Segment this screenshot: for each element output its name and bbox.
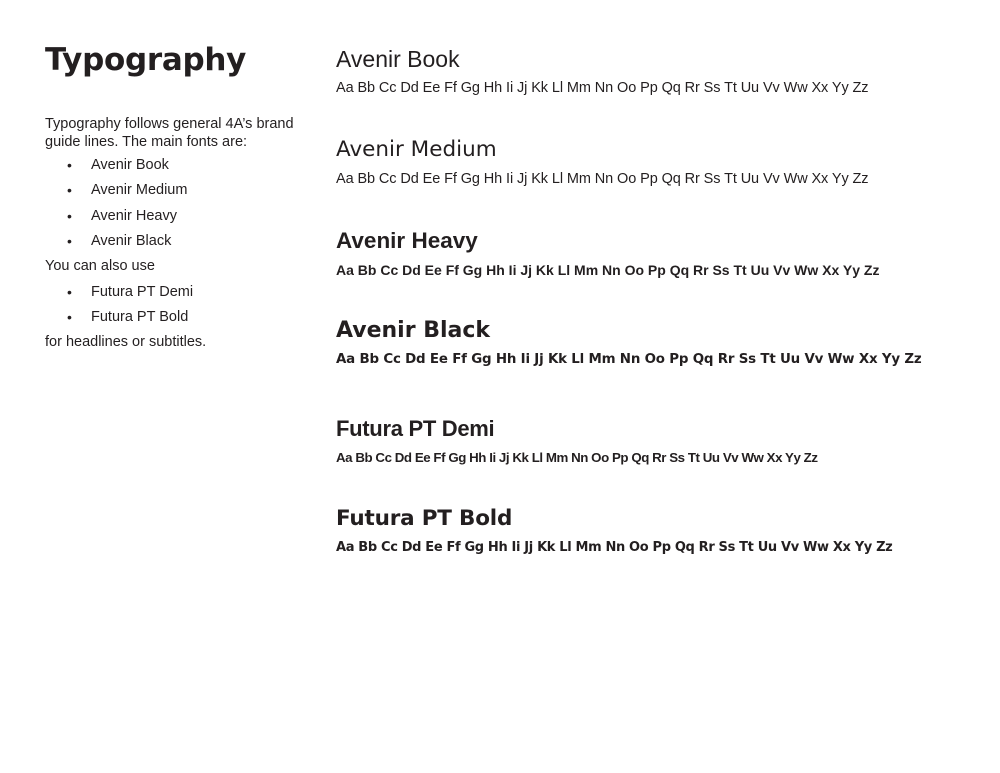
specimen-alphabet: Aa Bb Cc Dd Ee Ff Gg Hh Ii Jj Kk Ll Mm Nn Oo Pp Qq Rr Ss Tt Uu Vv Ww Xx Yy Zz: [336, 540, 893, 555]
closing-text: for headlines or subtitles.: [45, 334, 207, 351]
specimen-name: Avenir Heavy: [336, 228, 478, 253]
intro-text: Typography follows general 4A’s brand guide lines. The main fonts are:: [45, 116, 294, 150]
list-item: • Avenir Black: [67, 232, 172, 249]
specimen-name: Avenir Book: [336, 46, 460, 72]
specimen-alphabet: Aa Bb Cc Dd Ee Ff Gg Hh Ii Jj Kk Ll Mm Nn Oo Pp Qq Rr Ss Tt Uu Vv Ww Xx Yy Zz: [336, 262, 880, 278]
list-item: • Futura PT Demi: [67, 283, 194, 300]
specimen-futura-pt-bold: [336, 505, 892, 557]
bullet-icon: •: [67, 232, 72, 249]
list-item: • Avenir Medium: [67, 182, 188, 199]
also-use-text: You can also use: [45, 258, 155, 275]
main-fonts-list: [45, 156, 315, 257]
specimen-alphabet: Aa Bb Cc Dd Ee Ff Gg Hh Ii Jj Kk Ll Mm Nn Oo Pp Qq Rr Ss Tt Uu Vv Ww Xx Yy Zz: [336, 171, 869, 187]
specimen-name: Futura PT Bold: [336, 506, 513, 531]
specimen-avenir-black: [336, 317, 921, 369]
bullet-icon: •: [67, 283, 72, 300]
specimen-avenir-heavy: [336, 227, 879, 279]
list-item: • Avenir Heavy: [67, 207, 177, 224]
description-column: [45, 40, 315, 351]
page-title: Typography: [45, 42, 247, 78]
specimen-futura-pt-demi: [336, 415, 818, 467]
secondary-fonts-list: [45, 283, 315, 334]
specimen-name: Avenir Black: [336, 318, 491, 343]
bullet-icon: •: [67, 182, 72, 199]
list-item: • Avenir Book: [67, 157, 169, 173]
specimen-alphabet: Aa Bb Cc Dd Ee Ff Gg Hh Ii Jj Kk Ll Mm Nn Oo Pp Qq Rr Ss Tt Uu Vv Ww Xx Yy Zz: [336, 352, 922, 367]
specimen-avenir-medium: [336, 136, 868, 188]
specimen-name: Avenir Medium: [336, 137, 497, 162]
bullet-icon: •: [67, 308, 72, 325]
specimen-name: Futura PT Demi: [336, 416, 495, 441]
list-item: • Futura PT Bold: [67, 308, 189, 325]
bullet-icon: •: [67, 157, 72, 173]
specimen-alphabet: Aa Bb Cc Dd Ee Ff Gg Hh Ii Jj Kk Ll Mm Nn Oo Pp Qq Rr Ss Tt Uu Vv Ww Xx Yy Zz: [336, 450, 818, 465]
specimen-alphabet: Aa Bb Cc Dd Ee Ff Gg Hh Ii Jj Kk Ll Mm Nn Oo Pp Qq Rr Ss Tt Uu Vv Ww Xx Yy Zz: [336, 80, 869, 96]
specimen-avenir-book: [336, 45, 868, 97]
bullet-icon: •: [67, 207, 72, 224]
